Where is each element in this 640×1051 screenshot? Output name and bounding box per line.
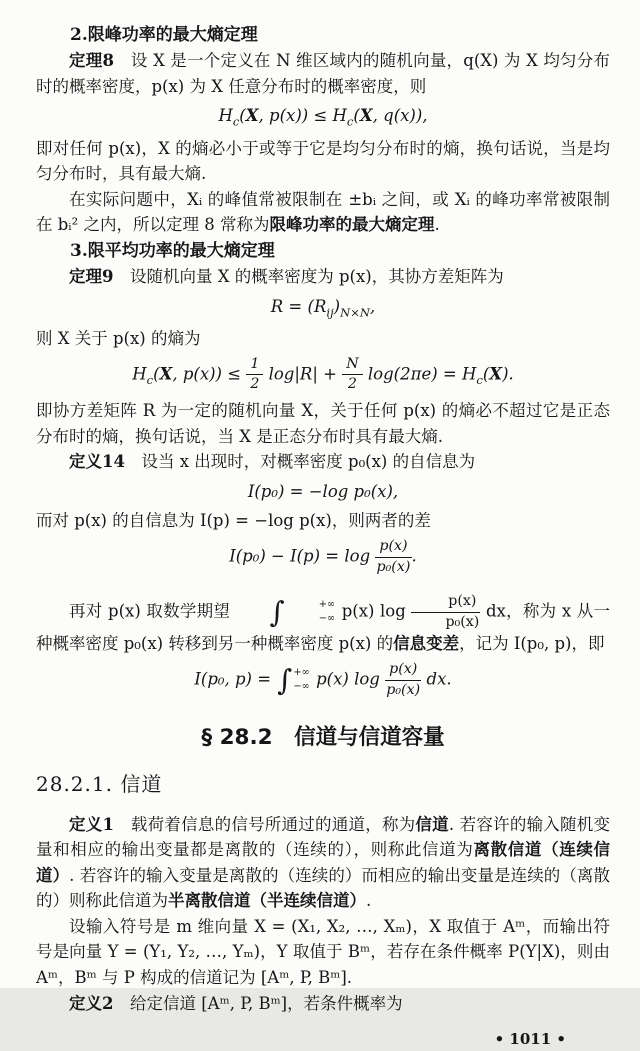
definition-14-label: 定义14	[69, 452, 125, 472]
integral-group	[237, 594, 336, 629]
numerator: N	[342, 356, 362, 376]
text-segment: . 若容许的输入随机变量和相应的输出变量都是离散的（连续的），则称此信道为	[36, 814, 611, 860]
integral-limits	[292, 666, 310, 695]
paragraph-self-information-difference: 而对 p(x) 的自信息为 I(p) = −log p(x)，则两者的差	[36, 511, 431, 531]
text-segment: ，记为 I(p₀, p)，即	[459, 634, 605, 654]
integral-lower-limit: −∞	[318, 612, 336, 624]
vector-x: X	[359, 106, 373, 126]
bold-term-information-variation: 信息变差	[393, 634, 460, 654]
text-segment: 再对 p(x) 取数学期望	[69, 601, 236, 621]
formula-segment: , q(x)),	[372, 106, 428, 126]
text-segment: 载荷着信息的信号所通过的通道，称为	[113, 814, 416, 834]
formula-segment: (	[482, 364, 490, 384]
formula-segment: , p(x)) ≤	[172, 364, 247, 384]
vector-x: X	[489, 364, 503, 384]
formula-segment: I(p₀, p) =	[194, 669, 277, 689]
formula-self-information: I(p₀) = −log p₀(x),	[247, 481, 399, 501]
denominator: p₀(x)	[376, 558, 411, 575]
formula-segment: , p(x)) ≤ H	[258, 106, 347, 126]
theorem-9-text: 设随机向量 X 的概率密度为 p(x)，其协方差矩阵为	[113, 267, 504, 287]
formula-segment: (	[239, 106, 246, 126]
page-number: • 1011 •	[494, 1030, 566, 1049]
theorem-9-paragraph	[36, 264, 610, 290]
integral-group	[277, 662, 310, 697]
formula-information-difference	[36, 538, 610, 576]
text-segment: .	[366, 891, 372, 911]
formula-segment: I(p₀) − I(p) = log	[229, 546, 376, 566]
subscript: ij	[326, 305, 334, 320]
formula-segment: dx.	[421, 669, 452, 689]
heading-average-power-theorem: 3.限平均功率的最大熵定理	[70, 240, 275, 261]
subscript: c	[476, 372, 483, 387]
formula-segment: (	[153, 364, 160, 384]
integral-upper-limit: +∞	[293, 666, 310, 678]
formula-segment: H	[218, 106, 233, 126]
formula-segment: R = (R	[270, 296, 327, 316]
paragraph-peak-limit	[36, 187, 610, 238]
denominator: p₀(x)	[445, 613, 480, 630]
integral-upper-limit: +∞	[318, 598, 336, 610]
formula-segment: p(x) log	[310, 669, 386, 689]
heading-peak-power-theorem: 2.限峰功率的最大熵定理	[70, 25, 258, 45]
text-segment: . 若容许的输入变量是离散的（连续的）而相应的输出变量是连续的（离散的）则称此信道为	[36, 865, 610, 911]
theorem-8-label: 定理8	[69, 51, 114, 71]
formula-segment: H	[132, 364, 147, 384]
definition-2-label: 定义2	[69, 993, 114, 1013]
bold-term-channel: 信道	[415, 814, 449, 834]
definition-14-text: 设当 x 出现时，对概率密度 p₀(x) 的自信息为	[124, 452, 476, 472]
text-segment: p(x) log	[336, 601, 412, 621]
vector-x: X	[245, 106, 259, 126]
formula-segment: .	[411, 546, 417, 566]
paragraph-uniform-max-entropy: 即对任何 p(x)，X 的熵必小于或等于它是均匀分布时的熵，换句话说，当是均匀分布时，具有最大熵.	[36, 138, 610, 184]
formula-information-variation-integral	[36, 661, 610, 699]
vector-x: X	[159, 364, 173, 384]
bold-term-peak-power-theorem: 限峰功率的最大熵定理	[269, 215, 435, 235]
section-heading-channel-capacity: § 28.2 信道与信道容量	[201, 725, 445, 751]
denominator: 2	[347, 376, 357, 393]
formula-segment: (	[353, 106, 360, 126]
definition-2-text: 给定信道 [Aᵐ, P, Bᵐ]，若条件概率为	[113, 993, 403, 1013]
text-segment: 在实际问题中，Xᵢ 的峰值常被限制在 ±bᵢ 之间，或 Xᵢ 的峰功率常被限制在 bᵢ² 之内，所以定理 8 常称为	[36, 189, 610, 235]
paragraph-normal-max-entropy: 即协方差矩阵 R 为一定的随机向量 X，关于任何 p(x) 的熵必不超过它是正态分布时的熵，换句话说，当 X 是正态分布时具有最大熵.	[36, 401, 610, 446]
paragraph-channel-notation: 设输入符号是 m 维向量 X = (X₁, X₂, …, Xₘ)，X 取值于 Aᵐ，而输出符号是向量 Y = (Y₁, Y₂, …, Yₘ)，Y 取值于 Bᵐ，若存在条件概率 P(Y|X)，则由 Aᵐ，Bᵐ 与 P 构成的信道记为 [Aᵐ, P, Bᵐ].	[36, 916, 610, 987]
subscript: N×N	[340, 305, 370, 320]
fraction-one-half	[246, 356, 263, 394]
formula-segment: ).	[502, 364, 514, 384]
numerator: p(x)	[385, 661, 421, 681]
definition-14-paragraph	[36, 449, 610, 475]
formula-segment: ,	[369, 296, 376, 316]
integral-icon: ∫	[269, 594, 285, 629]
text-segment: .	[434, 215, 440, 235]
paragraph-expectation-integral	[36, 593, 610, 657]
bold-term-semi-discrete-channel: 半离散信道（半连续信道）	[168, 891, 366, 911]
subscript: c	[346, 114, 354, 129]
fraction-density-ratio	[385, 661, 421, 699]
denominator: 2	[250, 376, 260, 393]
formula-gaussian-entropy-bound	[36, 356, 610, 394]
numerator: p(x)	[411, 593, 480, 613]
definition-2-paragraph	[36, 991, 610, 1017]
integral-icon: ∫	[277, 662, 293, 697]
bold-term-discrete-channel: 离散信道（连续信道）	[36, 840, 611, 885]
formula-segment: )	[333, 296, 341, 316]
fraction-density-ratio	[375, 538, 411, 576]
numerator: 1	[246, 356, 263, 376]
integral-lower-limit: −∞	[293, 680, 310, 692]
fraction-n-over-two	[342, 356, 362, 394]
theorem-9-label: 定理9	[69, 267, 114, 287]
theorem-8-text: 设 X 是一个定义在 N 维区域内的随机向量，q(X) 为 X 均匀分布时的概率密度，p(x) 为 X 任意分布时的概率密度，则	[36, 51, 611, 96]
text-segment: dx，称为 x 从一种概率密度 p₀(x) 转移到另一种概率密度 p(x) 的	[36, 601, 610, 654]
formula-segment: log|R| +	[263, 364, 343, 384]
subsection-heading-channel: 28.2.1. 信道	[36, 771, 163, 796]
formula-covariance-matrix	[36, 294, 610, 322]
formula-segment: log(2πe) = H	[362, 364, 477, 384]
numerator: p(x)	[375, 538, 411, 558]
formula-entropy-uniform-bound	[36, 103, 610, 131]
definition-1-paragraph	[36, 812, 610, 914]
subscript: c	[146, 372, 154, 387]
integral-limits	[285, 598, 336, 627]
paragraph-entropy-of-x: 则 X 关于 p(x) 的熵为	[36, 329, 201, 348]
denominator: p₀(x)	[386, 681, 421, 698]
fraction-density-ratio	[411, 593, 480, 631]
subscript: c	[232, 114, 240, 129]
definition-1-label: 定义1	[69, 814, 114, 834]
theorem-8-paragraph	[36, 48, 610, 99]
